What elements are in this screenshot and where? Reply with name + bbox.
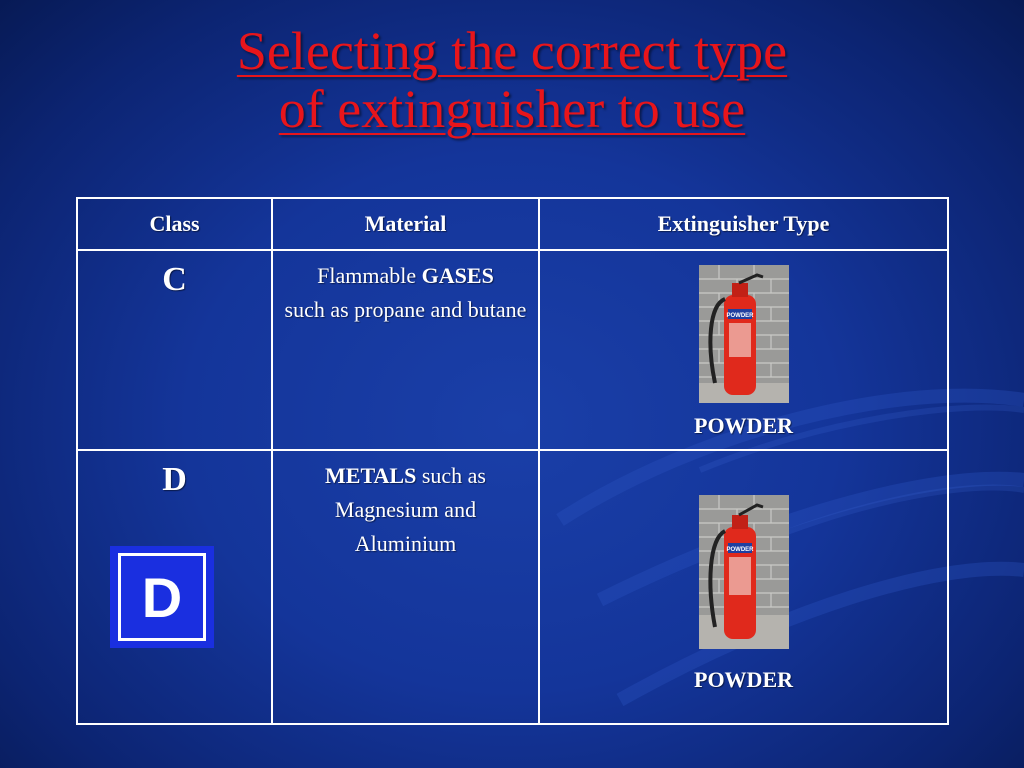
material-detail-text: such as Magnesium and Aluminium	[334, 463, 486, 556]
extinguisher-type-label: POWDER	[694, 667, 793, 692]
cell-extinguisher-c	[539, 250, 948, 450]
fire-extinguisher-icon	[699, 495, 789, 649]
extinguisher-type-label: POWDER	[694, 413, 793, 438]
title-line-2: of extinguisher to use	[278, 79, 746, 139]
badge-letter: D	[118, 553, 206, 641]
material-bold-text: GASES	[421, 263, 494, 288]
material-text	[273, 451, 538, 561]
material-normal-text: Flammable	[317, 263, 422, 288]
header-class: Class	[77, 198, 272, 250]
table-row	[77, 250, 948, 450]
class-d-symbol-icon	[110, 546, 214, 648]
material-detail-text: such as propane and butane	[284, 297, 527, 322]
class-letter: D	[162, 461, 187, 498]
table-header-row	[77, 198, 948, 250]
cell-material-d	[272, 450, 539, 724]
slide-title	[0, 22, 1024, 138]
material-bold-text: METALS	[325, 463, 417, 488]
fire-extinguisher-icon	[699, 265, 789, 403]
header-material: Material	[272, 198, 539, 250]
cell-extinguisher-d	[539, 450, 948, 724]
extinguisher-label-text: POWDER	[726, 547, 753, 553]
extinguisher-label-text: POWDER	[726, 313, 753, 319]
cell-class-c	[77, 250, 272, 450]
class-letter: C	[162, 261, 187, 298]
cell-material-c	[272, 250, 539, 450]
title-line-1: Selecting the correct type	[236, 21, 788, 81]
material-text	[273, 251, 538, 327]
header-extinguisher-type: Extinguisher Type	[539, 198, 948, 250]
